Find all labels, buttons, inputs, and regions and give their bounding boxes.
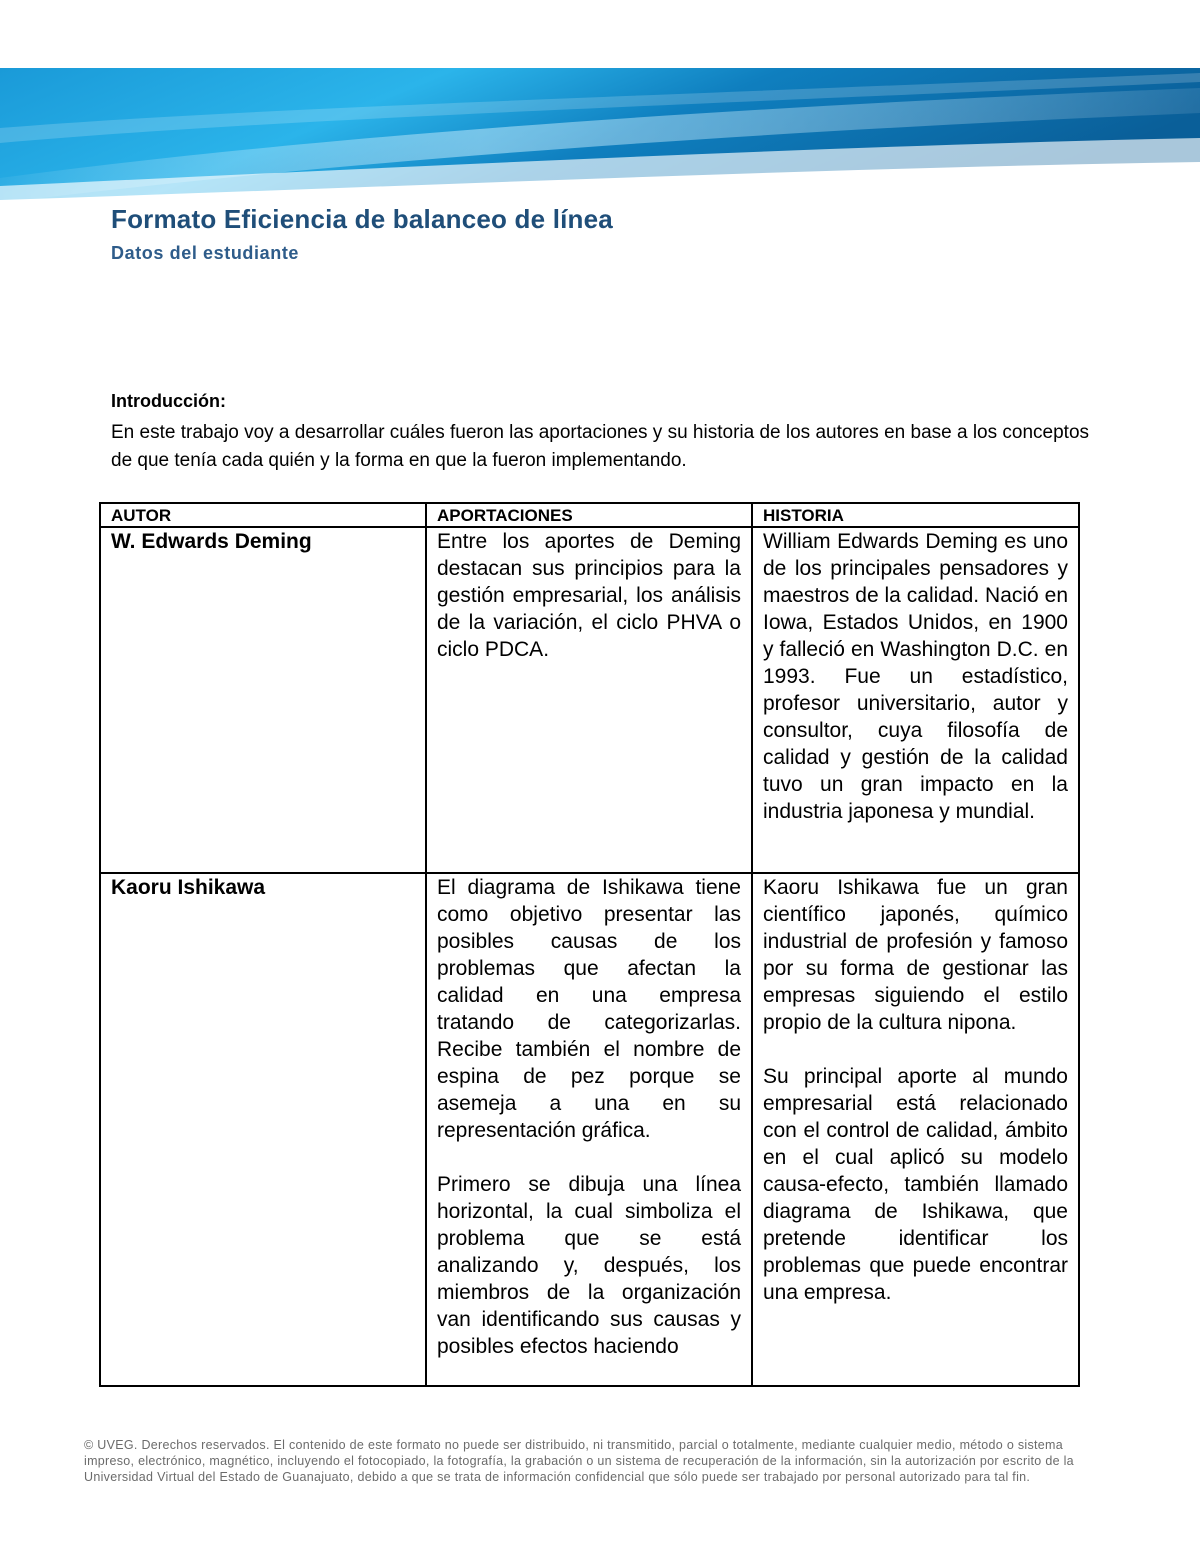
- aportaciones-paragraph: El diagrama de Ishikawa tiene como objetivo presentar las posibles causas de los problemas que afectan la calidad en una empresa tratando de categorizarlas. Recibe también el nombre de espina de pez porque se asemeja a una en su representación gráfica.: [437, 876, 741, 1142]
- historia-paragraph: Kaoru Ishikawa fue un gran científico japonés, químico industrial de profesión y famoso por su forma de gestionar las empresas siguiendo el estilo propio de la cultura nipona.: [763, 876, 1068, 1034]
- document-title: Formato Eficiencia de balanceo de línea: [111, 204, 613, 234]
- column-header-aportaciones: APORTACIONES: [426, 503, 752, 527]
- author-name: W. Edwards Deming: [100, 527, 426, 873]
- banner-graphic: [0, 68, 1200, 218]
- copyright-footer: © UVEG. Derechos reservados. El contenido de este formato no puede ser distribuido, ni transmitido, parcial o totalmente, mediante cualquier medio, método o sistema impreso, electrónico, magnético, incluyendo el fotocopiado, la fotografía, la grabación o un sistema de recuperación de la información, sin la autorización por escrito de la Universidad Virtual del Estado de Guanajuato, debido a que se trata de información confidencial que sólo puede ser trabajado por personal autorizado para tal fin.: [84, 1438, 1074, 1484]
- table-row: [100, 527, 1079, 873]
- table-header-row: [100, 503, 1079, 527]
- aportaciones-cell: [426, 527, 752, 873]
- aportaciones-cell: [426, 873, 752, 1386]
- column-header-historia: HISTORIA: [752, 503, 1079, 527]
- author-name: Kaoru Ishikawa: [100, 873, 426, 1386]
- document-subtitle: Datos del estudiante: [111, 243, 300, 263]
- table-row: [100, 873, 1079, 1386]
- historia-cell: [752, 873, 1079, 1386]
- intro-label: Introducción:: [111, 391, 226, 411]
- header-banner: [0, 68, 1200, 218]
- historia-paragraph: William Edwards Deming es uno de los principales pensadores y maestros de la calidad. Nació en Iowa, Estados Unidos, en 1900 y falleció en Washington D.C. en 1993. Fue un estadístico, profesor universitario, autor y consultor, cuya filosofía de calidad y gestión de la calidad tuvo un gran impacto en la industria japonesa y mundial.: [763, 530, 1068, 823]
- historia-cell: [752, 527, 1079, 873]
- column-header-autor: AUTOR: [100, 503, 426, 527]
- aportaciones-paragraph: Primero se dibuja una línea horizontal, la cual simboliza el problema que se está analizando y, después, los miembros de la organización van identificando sus causas y posibles efectos haciendo: [437, 1173, 741, 1358]
- historia-paragraph: Su principal aporte al mundo empresarial está relacionado con el control de calidad, ámbito en el cual aplicó su modelo causa-efecto, también llamado diagrama de Ishikawa, que pretende identificar los problemas que puede encontrar una empresa.: [763, 1065, 1068, 1304]
- intro-text: En este trabajo voy a desarrollar cuáles fueron las aportaciones y su historia de los autores en base a los conceptos de que tenía cada quién y la forma en que la fueron implementando.: [111, 422, 1090, 471]
- aportaciones-paragraph: Entre los aportes de Deming destacan sus principios para la gestión empresarial, los análisis de la variación, el ciclo PHVA o ciclo PDCA.: [437, 530, 741, 661]
- authors-table: [99, 502, 1080, 1387]
